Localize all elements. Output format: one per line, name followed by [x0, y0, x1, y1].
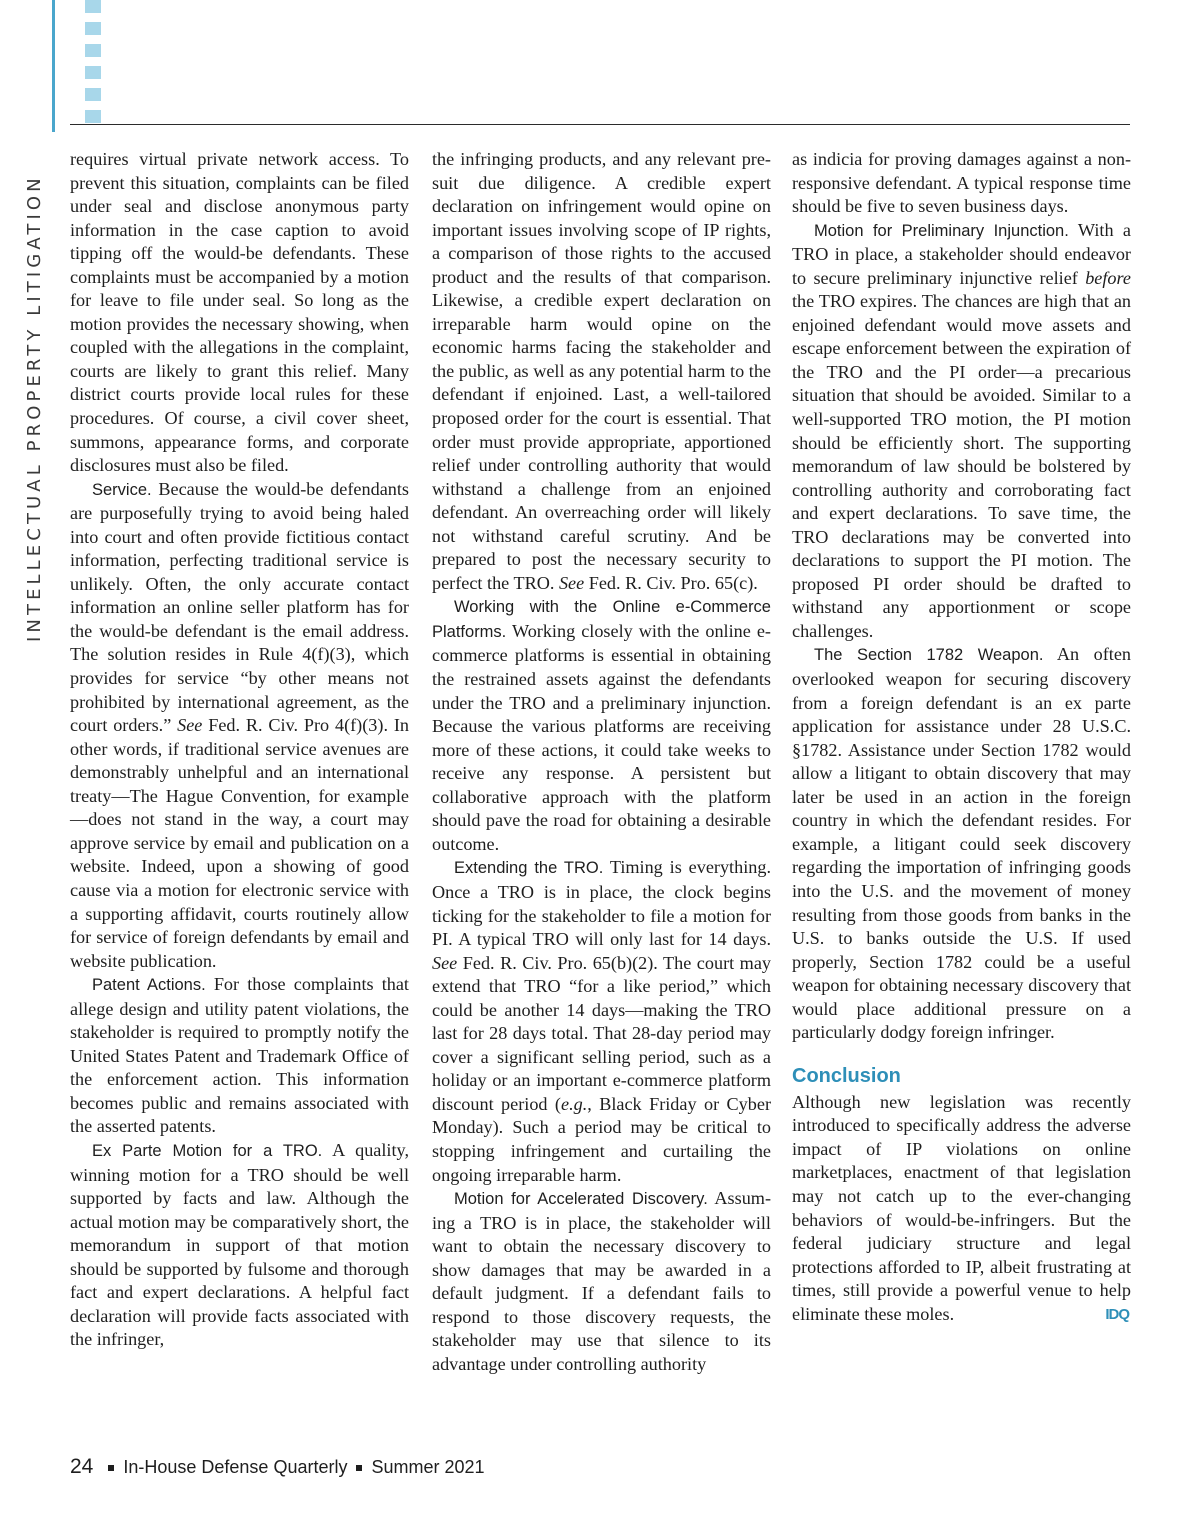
text: Fed. R. Civ. Pro 4(f)(3). In other words, if traditional service avenues are demonstrably unhelpful and an international treaty—The Hague Convention, for example—does not stand in the way, a court may approve service by email and publication on a website. Indeed, upon a showing of good cause via a motion for electronic service with a supporting affidavit, courts routinely allow for service of foreign defendants by email and website publication. [70, 715, 409, 971]
issue-name: Summer 2021 [371, 1457, 485, 1477]
paragraph-section-1782 [792, 643, 1131, 1044]
text: Fed. R. Civ. Pro. 65(c). [584, 572, 758, 593]
see-italic: See [177, 715, 203, 736]
heading-ex-parte: Ex Parte Motion for a TRO. [92, 1141, 323, 1160]
text: Assuming a TRO is in place, the stakeholder will want to obtain the necessary discovery to show damages that may be awarded in a default judgment. If a defendant fails to respond to those discovery requests, the stakeholder may use that silence to its advantage under controlling authority [432, 1188, 771, 1374]
edge-dash [85, 22, 101, 35]
text: For those complaints that allege design and utility patent violations, the stakeholder is required to promptly notify the United States Patent and Trademark Office of the enforcement action. This information becomes public and remains associated with the asserted patents. [70, 974, 409, 1137]
paragraph [792, 148, 1131, 219]
edge-line [52, 0, 55, 132]
text: With a TRO in place, a stakeholder should endeavor to secure preliminary injunctive relief [792, 219, 1132, 288]
heading-conclusion: Conclusion [792, 1064, 901, 1087]
text: as indicia for proving damages against a non-responsive defendant. A typical response time should be five to seven business days. [792, 149, 1131, 217]
section-label: INTELLECTUAL PROPERTY LITIGATION [24, 174, 45, 642]
paragraph-patent-actions [70, 973, 409, 1139]
heading-preliminary-injunction: Motion for Preliminary Injunction. [814, 221, 1069, 240]
heading-online-platforms: Working with the Online e-Commerce Platforms. [432, 598, 771, 641]
heading-service: Service. [92, 480, 152, 499]
text: Fed. R. Civ. Pro. 65(b)(2). The court may extend that TRO “for a like period,” which could be another 14 days—making the TRO last for 28 days total. That 28-day period may cover a significant selling period, such as a holiday or an important e-commerce platform discount period ( [432, 952, 771, 1114]
page-footer [70, 1455, 485, 1479]
column-2 [432, 148, 771, 1376]
edge-dash [85, 110, 101, 123]
see-italic: See [432, 952, 458, 973]
text: requires virtual private network access. To prevent this situation, complaints can be filed under seal and disclose anonymous party information in the case caption to avoid tipping off the would-be defendants. These complaints must be accompanied by a motion for leave to file under seal. So long as the motion provides the necessary showing, when coupled with the allegations in the complaint, courts are likely to grant this relief. Many district courts provide local rules for these procedures. Of course, a civil cover sheet, summons, appearance forms, and corporate disclosures must also be filed. [70, 149, 409, 476]
publication-name: In-House Defense Quarterly [123, 1457, 348, 1477]
paragraph-accelerated-discovery [432, 1187, 771, 1376]
text: A quality, winning motion for a TRO should be well supported by facts and law. Although the actual motion may be comparatively short, the memorandum in support of that motion should be supported by fulsome and thorough fact and expert declarations. A helpful fact declaration will provide facts associated with the infringer, [70, 1139, 409, 1350]
heading-patent-actions: Patent Actions. [92, 976, 206, 995]
paragraph-preliminary-injunction [792, 219, 1131, 644]
text: Working closely with the online e-commerce platforms is essential in obtaining the restrained assets against the defendants under the TRO and a preliminary injunction. Because the various platforms are receiving more of these actions, it could take weeks to receive any response. A persistent but collaborative approach with the platform should pave the road for obtaining a desirable outcome. [432, 620, 771, 854]
eg-italic: e.g. [561, 1093, 588, 1114]
text: An often overlooked weapon for securing discovery from a foreign defendant is an ex parte application for assistance under 28 U.S.C. §1782. Assistance under Section 1782 would allow a litigant to obtain discovery that may later be used in an action in the foreign country in which the defendant resides. For example, a litigant could seek discovery regarding the importation of infringing goods into the U.S. and the movement of money resulting from those goods from banks in the U.S. to banks outside the U.S. If used properly, Section 1782 could be a useful weapon for obtaining necessary discovery that would place additional pressure on a particularly dodgy foreign infringer. [792, 644, 1131, 1043]
text: Although new legislation was recently introduced to specifically address the adverse impact of IP violations on online marketplaces, enactment of that legislation may not catch up to the ever-changing behaviors of would-be-infringers. But the federal judiciary structure and legal protections afforded to IP, albeit frustrating at times, still provide a powerful venue to help eliminate these moles. [792, 1091, 1131, 1324]
text: Because the would-be defendants are purposefully trying to avoid being haled into court and often provide fictitious contact information, perfecting traditional service is unlikely. Often, the only accurate contact information an online seller platform has for the would-be defendant is the email address. The solution resides in Rule 4(f)(3), which provides for service “by other means not prohibited by international agreement, as the court orders.” [70, 478, 409, 736]
paragraph-conclusion [792, 1091, 1131, 1326]
paragraph-online-platforms [432, 595, 771, 856]
heading-section-1782: The Section 1782 Weapon. [814, 646, 1044, 665]
text: , Black Friday or Cyber Monday). Such a period may be critical to stopping infringement and curtailing the ongoing irreparable harm. [432, 1093, 771, 1185]
column-1 [70, 148, 409, 1352]
paragraph-ex-parte [70, 1139, 409, 1352]
paragraph-service [70, 478, 409, 973]
heading-extending-tro: Extending the TRO. [454, 859, 604, 878]
page-number: 24 [70, 1455, 94, 1478]
idq-end-mark-icon: IDQ [1105, 1305, 1129, 1323]
text: Timing is everything. Once a TRO is in place, the clock begins ticking for the stakeholder to file a motion for PI. A typical TRO will only last for 14 days. [432, 857, 771, 950]
heading-accelerated-discovery: Motion for Accelerated Discovery. [454, 1190, 708, 1209]
before-italic: before [1085, 267, 1131, 288]
see-italic: See [558, 572, 585, 593]
edge-dash [85, 88, 101, 101]
top-rule [70, 124, 1130, 125]
column-3 [792, 148, 1131, 1326]
edge-dash [85, 66, 101, 79]
paragraph [432, 148, 771, 595]
text: the infringing products, and any relevant pre-suit due diligence. A credible expert declaration on infringement would opine on important issues involving scope of IP rights, a comparison of those rights to the accused product and the results of that comparison. Likewise, a credible expert declaration on irreparable harm would opine on the economic harms facing the stakeholder and the public, as well as any potential harm to the defendant if enjoined. Last, a well-tailored proposed order for the court is essential. That order must provide appropriate, apportioned relief under controlling authority that would withstand a challenge from an enjoined defendant. An overreaching order will likely not withstand careful scrutiny. And be prepared to post the necessary security to perfect the TRO. [432, 149, 771, 593]
text: the TRO expires. The chances are high that an enjoined defendant would move assets and escape enforcement between the expiration of the TRO and the PI order—a precarious situation that should be avoided. Similar to a well-supported TRO motion, the PI motion should be efficiently short. The supporting memorandum of law should be bolstered by controlling authority and corroborating fact and expert declarations. To save time, the TRO declarations may be converted into declarations to support the PI motion. The proposed PI order should be drafted to withstand any apportionment or scope challenges. [792, 291, 1131, 641]
edge-dash [85, 0, 101, 13]
edge-accent-bar [42, 0, 60, 132]
paragraph [70, 148, 409, 478]
paragraph-extending-tro [432, 856, 771, 1187]
bullet-square-icon [108, 1465, 114, 1471]
bullet-square-icon [356, 1465, 362, 1471]
edge-dash [85, 44, 101, 57]
